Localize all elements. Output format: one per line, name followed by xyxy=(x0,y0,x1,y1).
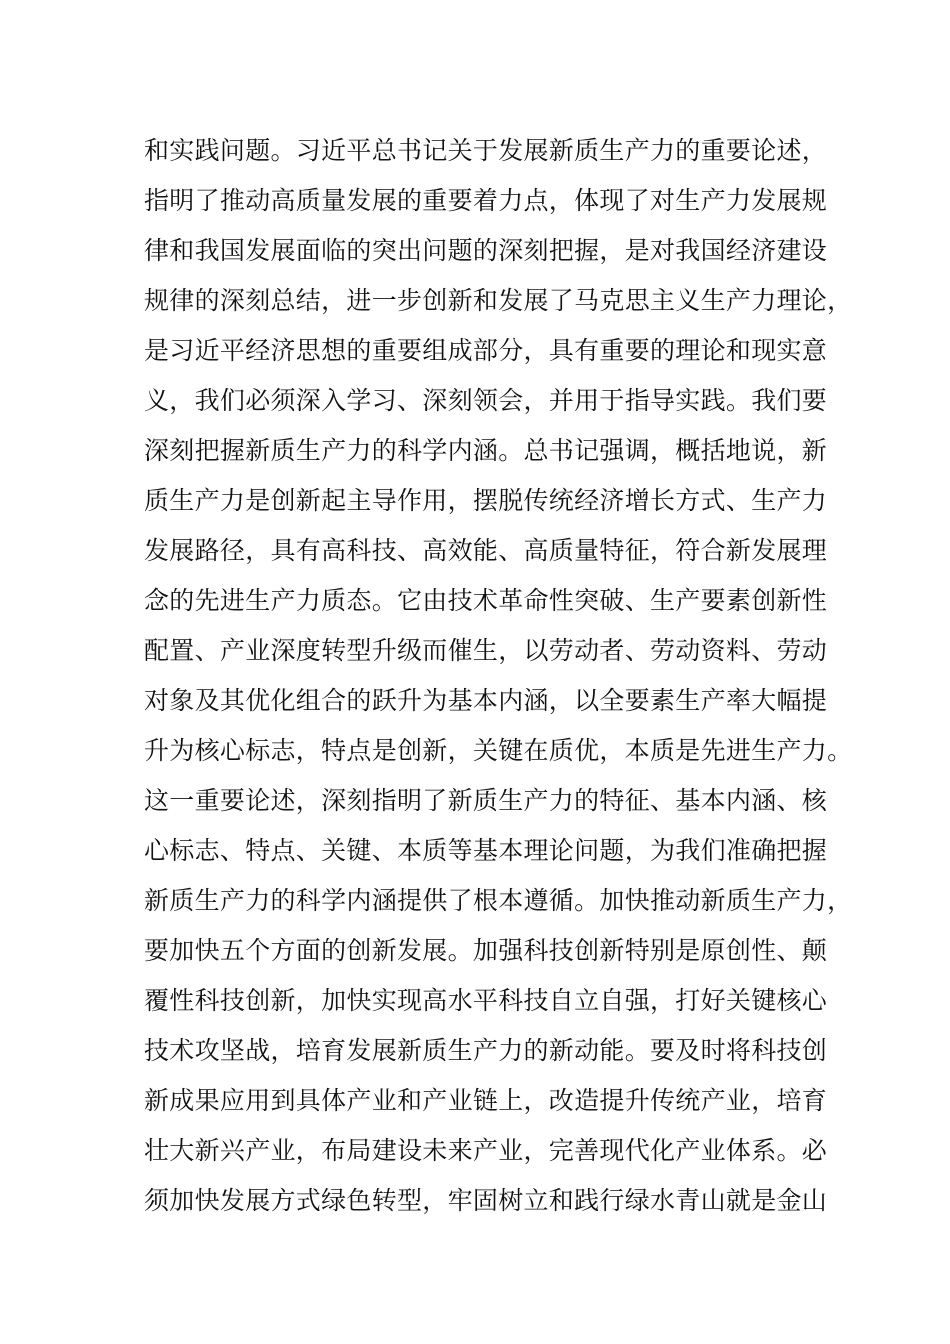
text-line: 须加快发展方式绿色转型，牢固树立和践行绿水青山就是金山 xyxy=(144,1186,828,1215)
text-line: 配置、产业深度转型升级而催生，以劳动者、劳动资料、劳动 xyxy=(144,636,828,665)
text-line: 对象及其优化组合的跃升为基本内涵，以全要素生产率大幅提 xyxy=(144,686,828,715)
text-line: 发展路径，具有高科技、高效能、高质量特征，符合新发展理 xyxy=(144,536,828,565)
text-line: 升为核心标志，特点是创新，关键在质优，本质是先进生产力。 xyxy=(144,736,853,765)
text-line: 义，我们必须深入学习、深刻领会，并用于指导实践。我们要 xyxy=(144,386,828,415)
text-line: 是习近平经济思想的重要组成部分，具有重要的理论和现实意 xyxy=(144,336,828,365)
text-line: 质生产力是创新起主导作用，摆脱传统经济增长方式、生产力 xyxy=(144,486,828,515)
text-line: 念的先进生产力质态。它由技术革命性突破、生产要素创新性 xyxy=(144,586,828,615)
text-line: 和实践问题。习近平总书记关于发展新质生产力的重要论述， xyxy=(144,136,828,165)
text-line: 覆性科技创新，加快实现高水平科技自立自强，打好关键核心 xyxy=(144,986,828,1015)
text-line: 规律的深刻总结，进一步创新和发展了马克思主义生产力理论， xyxy=(144,286,853,315)
text-line: 心标志、特点、关键、本质等基本理论问题，为我们准确把握 xyxy=(144,836,828,865)
text-line: 新成果应用到具体产业和产业链上，改造提升传统产业，培育 xyxy=(144,1086,828,1115)
text-line: 深刻把握新质生产力的科学内涵。总书记强调，概括地说，新 xyxy=(144,436,828,465)
text-line: 律和我国发展面临的突出问题的深刻把握，是对我国经济建设 xyxy=(144,236,828,265)
text-line: 壮大新兴产业，布局建设未来产业，完善现代化产业体系。必 xyxy=(144,1136,828,1165)
text-line: 指明了推动高质量发展的重要着力点，体现了对生产力发展规 xyxy=(144,186,828,215)
text-line: 技术攻坚战，培育发展新质生产力的新动能。要及时将科技创 xyxy=(144,1036,828,1065)
text-line: 这一重要论述，深刻指明了新质生产力的特征、基本内涵、核 xyxy=(144,786,828,815)
body-text xyxy=(144,126,853,1226)
text-line: 要加快五个方面的创新发展。加强科技创新特别是原创性、颠 xyxy=(144,936,828,965)
text-line: 新质生产力的科学内涵提供了根本遵循。加快推动新质生产力， xyxy=(144,886,853,915)
